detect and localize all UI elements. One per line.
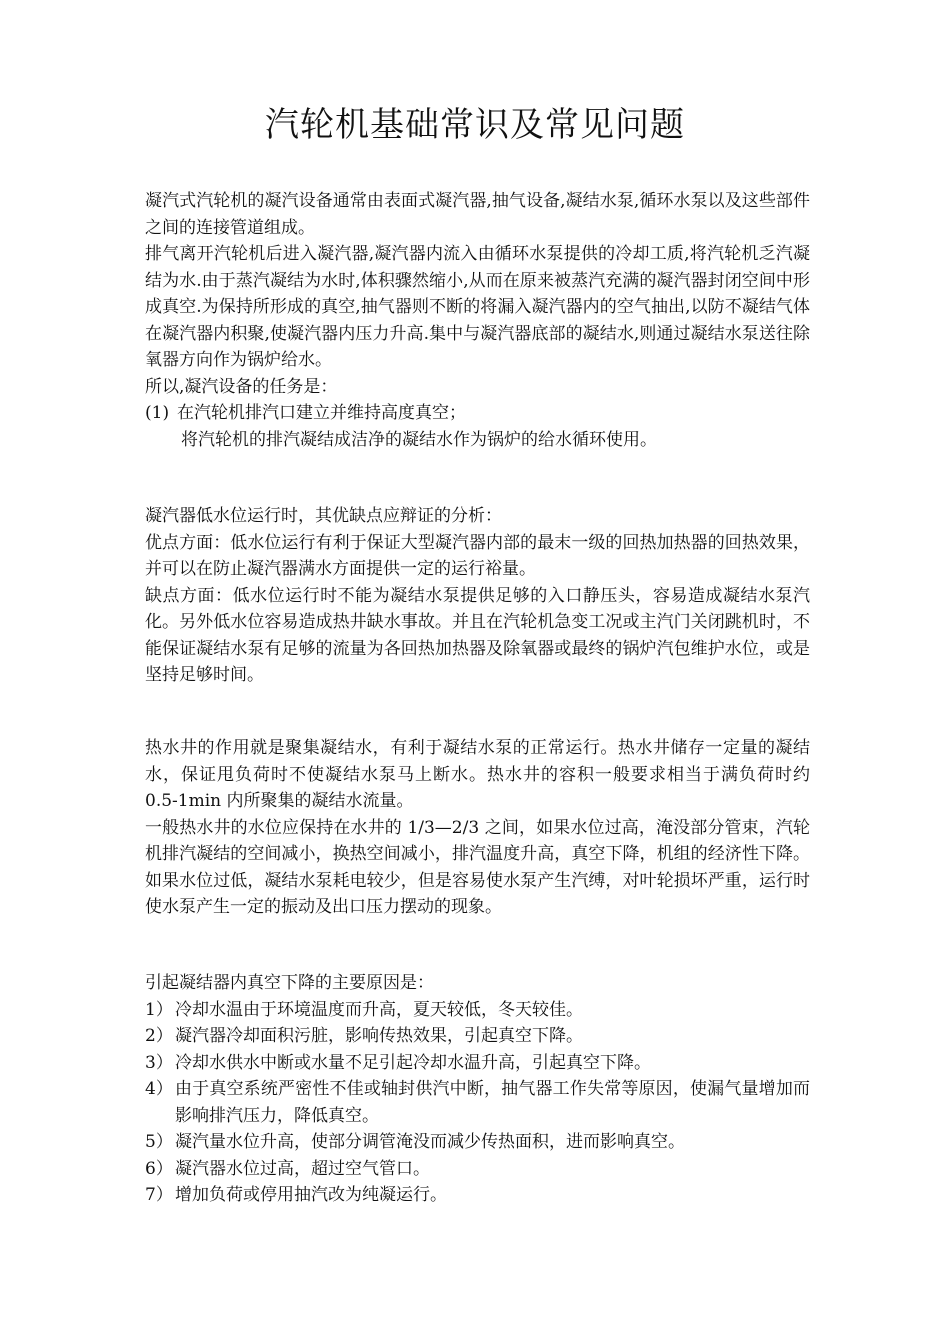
list-number: 2）	[145, 1026, 173, 1046]
list-text: 凝汽量水位升高，使部分调管淹没而减少传热面积，进而影响真空。	[175, 1132, 685, 1152]
list-item	[145, 997, 810, 1024]
causes-list	[145, 997, 810, 1209]
list-item	[145, 1182, 810, 1209]
list-number: 3）	[145, 1052, 173, 1073]
section-condenser-equipment	[145, 188, 810, 453]
section-heading: 引起凝结器内真空下降的主要原因是：	[145, 973, 434, 993]
list-item	[145, 1129, 810, 1156]
list-text: 增加负荷或停用抽汽改为纯凝运行。	[175, 1185, 447, 1205]
list-text: 在汽轮机排汽口建立并维持高度真空；	[177, 403, 466, 423]
list-number: 7）	[145, 1185, 173, 1205]
list-number: 4）	[145, 1079, 173, 1099]
section-vacuum-drop-causes	[145, 970, 810, 1209]
list-item	[145, 1076, 810, 1129]
page-title: 汽轮机基础常识及常见问题	[265, 105, 685, 145]
list-text: 凝汽器冷却面积污脏，影响传热效果，引起真空下降。	[175, 1026, 583, 1046]
paragraph: 一般热水井的水位应保持在水井的 1/3—2/3 之间，如果水位过高，淹没部分管束，汽轮机排汽凝结的空间减小，换热空间减小，排汽温度升高，真空下降，机组的经济性下降。如果水位过低，凝结水泵耗电较少，但是容易使水泵产生汽缚，对叶轮损坏严重，运行时使水泵产生一定的振动及出口压力摆动的现象。	[145, 817, 810, 917]
list-item	[145, 1156, 810, 1183]
list-number: 6）	[145, 1158, 173, 1179]
paragraph: 凝汽式汽轮机的凝汽设备通常由表面式凝汽器,抽气设备,凝结水泵,循环水泵以及这些部件之间的连接管道组成。	[145, 191, 810, 238]
paragraph: 排气离开汽轮机后进入凝汽器,凝汽器内流入由循环水泵提供的冷却工质,将汽轮机乏汽凝结为水.由于蒸汽凝结为水时,体积骤然缩小,从而在原来被蒸汽充满的凝汽器封闭空间中形成真空.为保持所形成的真空,抽气器则不断的将漏入凝汽器内的空气抽出,以防不凝结气体在凝汽器内积聚,使凝汽器内压力升高.集中与凝汽器底部的凝结水,则通过凝结水泵送往除氧器方向作为锅炉给水。	[145, 244, 810, 370]
list-item	[145, 1050, 810, 1077]
paragraph: 将汽轮机的排汽凝结成洁净的凝结水作为锅炉的给水循环使用。	[181, 429, 657, 450]
paragraph: 所以,凝汽设备的任务是：	[145, 376, 338, 397]
paragraph: 优点方面：低水位运行有利于保证大型凝汽器内部的最末一级的回热加热器的回热效果，并可以在防止凝汽器满水方面提供一定的运行裕量。	[145, 532, 810, 579]
list-text: 冷却水温由于环境温度而升高，夏天较低，冬天较佳。	[175, 999, 583, 1020]
list-number: 1）	[145, 999, 173, 1020]
list-item	[145, 1023, 810, 1050]
list-number: 5）	[145, 1132, 173, 1152]
section-hotwell	[145, 735, 810, 921]
list-number: (1)	[145, 403, 170, 423]
list-text: 冷却水供水中断或水量不足引起冷却水温升高，引起真空下降。	[175, 1052, 651, 1073]
paragraph: 缺点方面：低水位运行时不能为凝结水泵提供足够的入口静压头，容易造成凝结水泵汽化。另外低水位容易造成热井缺水事故。并且在汽轮机急变工况或主汽门关闭跳机时，不能保证凝结水泵有足够的流量为各回热加热器及除氧器或最终的锅炉汽包维护水位，或是坚持足够时间。	[145, 585, 810, 685]
list-text: 凝汽器水位过高，超过空气管口。	[175, 1158, 430, 1179]
section-low-water-level	[145, 503, 810, 689]
list-text: 由于真空系统严密性不佳或轴封供汽中断，抽气器工作失常等原因，使漏气量增加而影响排汽压力，降低真空。	[175, 1079, 810, 1126]
paragraph: 凝汽器低水位运行时，其优缺点应辩证的分析：	[145, 506, 502, 526]
paragraph: 热水井的作用就是聚集凝结水，有利于凝结水泵的正常运行。热水井储存一定量的凝结水，保证甩负荷时不使凝结水泵马上断水。热水井的容积一般要求相当于满负荷时约 0.5-1min 内所聚集的凝结水流量。	[145, 738, 810, 811]
list-item	[145, 400, 810, 427]
